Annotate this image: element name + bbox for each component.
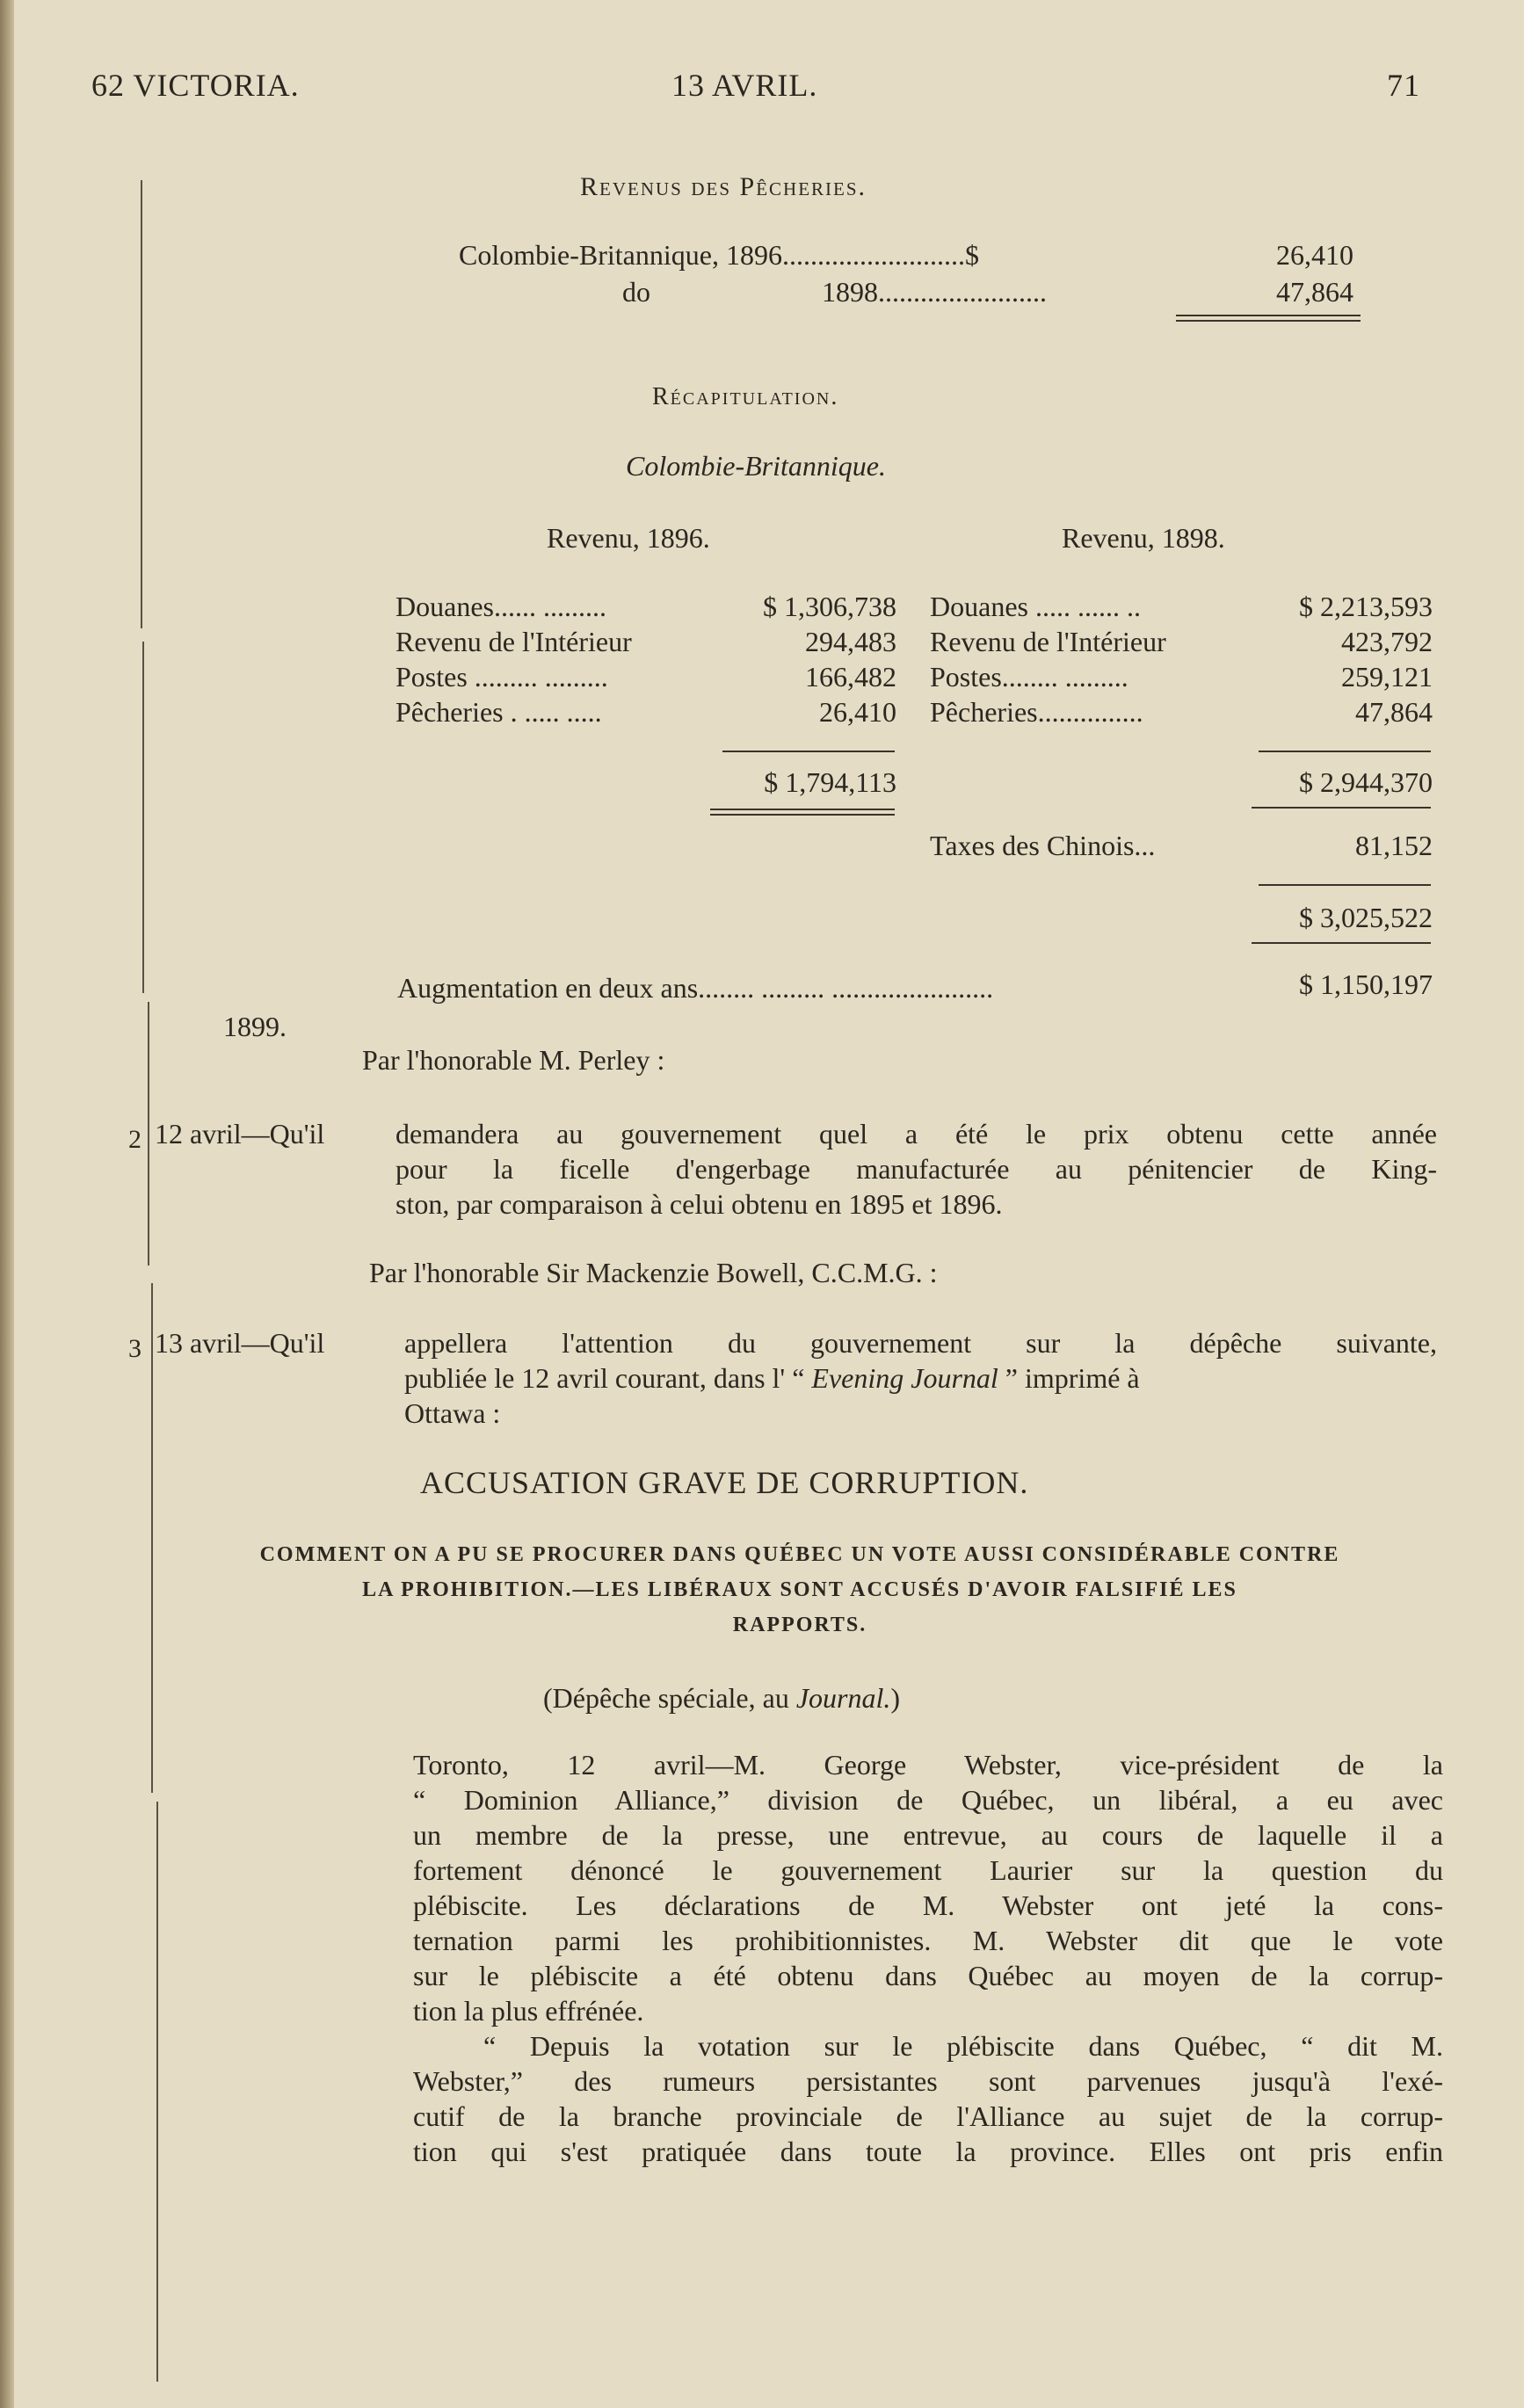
leader-dots: ........ ......... <box>1001 661 1128 693</box>
left-row-douanes <box>396 589 606 624</box>
right-row-postes <box>930 659 1128 694</box>
left-row-interieur-value: 294,483 <box>805 626 896 657</box>
perley-intro: Par l'honorable M. Perley : <box>362 1044 665 1076</box>
grand-total: $ 3,025,522 <box>1299 902 1433 933</box>
article-paragraph-1 <box>413 1747 1443 1782</box>
chinese-tax-label: Taxes des Chinois... <box>930 830 1156 861</box>
page-number: 71 <box>1387 68 1420 103</box>
paragraph-line: “ Depuis la votation sur le plébiscite dans Québec, “ dit M. <box>483 2030 1443 2062</box>
right-total: $ 2,944,370 <box>1299 766 1433 798</box>
sum-rule <box>1252 807 1431 809</box>
left-row-postes <box>396 659 608 694</box>
dateline-text: ) <box>890 1682 901 1714</box>
right-column-heading: Revenu, 1898. <box>1062 522 1225 554</box>
sum-rule <box>1259 884 1431 886</box>
row-label: Colombie-Britannique, 1896 <box>459 239 782 271</box>
fisheries-row-1898-ditto: do <box>622 276 650 308</box>
sum-rule <box>1252 942 1431 944</box>
left-row-postes-value: 166,482 <box>805 661 896 693</box>
line-text: ” imprimé à <box>1005 1362 1140 1394</box>
leader-dots: ........................ <box>878 276 1047 308</box>
article-paragraph-2 <box>413 2028 1443 2169</box>
paragraph-line: Toronto, 12 avril—M. George Webster, vice-président de la <box>413 1749 1443 1781</box>
dateline-text: (Dépêche spéciale, au <box>543 1682 789 1714</box>
item2-line-1: demandera au gouvernement quel a été le prix obtenu cette année <box>396 1118 1437 1150</box>
running-head-date: 13 AVRIL. <box>671 68 818 103</box>
paragraph-line: fortement dénoncé le gouvernement Laurier sur la question du <box>413 1854 1443 1886</box>
margin-rule <box>142 642 144 993</box>
book-spine-edge <box>0 0 14 2408</box>
paragraph-line: cutif de la branche provinciale de l'Alliance au sujet de la corrup- <box>413 2100 1443 2132</box>
article-subhead-line-2: LA PROHIBITION.—LES LIBÉRAUX SONT ACCUSÉS D'AVOIR FALSIFIÉ LES <box>362 1578 1237 1601</box>
left-column-heading: Revenu, 1896. <box>547 522 710 554</box>
double-rule <box>1176 315 1361 322</box>
double-rule <box>710 809 895 816</box>
article-paragraph-1-cont <box>413 1782 1443 2028</box>
margin-rule <box>151 1283 153 1793</box>
paragraph-line: un membre de la presse, une entrevue, au cours de laquelle il a <box>413 1819 1443 1851</box>
left-row-pecheries-value: 26,410 <box>819 696 896 728</box>
leader-dots: . ..... ..... <box>510 696 602 728</box>
leader-dots: ...... ......... <box>493 591 606 622</box>
fisheries-row-1896 <box>459 237 979 272</box>
row-year: 1898 <box>822 276 878 308</box>
margin-rule <box>148 1002 149 1266</box>
item3-line-1: appellera l'attention du gouvernement sur la dépêche suivante, <box>404 1327 1437 1359</box>
running-head-left: 62 VICTORIA. <box>91 68 300 103</box>
article-headline: ACCUSATION GRAVE DE CORRUPTION. <box>420 1465 1029 1500</box>
row-label: Postes <box>396 661 468 693</box>
year-marker: 1899. <box>223 1011 287 1042</box>
left-row-douanes-value: $ 1,306,738 <box>763 591 896 622</box>
item-number-3: 3 <box>128 1334 142 1363</box>
margin-rule <box>141 180 142 628</box>
leader-dots: ............... <box>1037 696 1143 728</box>
recap-subtitle: Colombie-Britannique. <box>626 450 886 482</box>
right-row-interieur-value: 423,792 <box>1341 626 1433 657</box>
paragraph-line: Webster,” des rumeurs persistantes sont parvenues jusqu'à l'exé- <box>413 2065 1443 2097</box>
paragraph-line: tion la plus effrénée. <box>413 1995 644 2027</box>
right-row-postes-value: 259,121 <box>1341 661 1433 693</box>
line-text: publiée le 12 avril courant, dans l' “ <box>404 1362 805 1394</box>
item2-line-3: ston, par comparaison à celui obtenu en 1895 et 1896. <box>396 1188 1003 1220</box>
article-subhead-line-3: RAPPORTS. <box>732 1614 867 1636</box>
recap-title: Récapitulation. <box>652 383 839 410</box>
leader-dots: .......................... <box>781 239 965 271</box>
leader-dots: ..... ...... .. <box>1034 591 1141 622</box>
right-row-interieur: Revenu de l'Intérieur <box>930 626 1166 657</box>
paragraph-line: tion qui s'est pratiquée dans toute la province. Elles ont pris enfin <box>413 2136 1443 2167</box>
article-subhead-line-1: COMMENT ON A PU SE PROCURER DANS QUÉBEC UN VOTE AUSSI CONSIDÉRABLE CONTRE <box>259 1543 1340 1566</box>
item3-line-2 <box>404 1360 1437 1396</box>
row-label: Douanes <box>930 591 1028 622</box>
increase-value: $ 1,150,197 <box>1299 968 1433 1000</box>
sum-rule <box>1259 751 1431 752</box>
sum-rule <box>722 751 895 752</box>
article-dateline <box>543 1680 900 1715</box>
right-row-douanes-value: $ 2,213,593 <box>1299 591 1433 622</box>
currency-sign: $ <box>964 239 979 271</box>
leader-dots: ......... ......... <box>474 661 608 693</box>
right-row-douanes <box>930 589 1141 624</box>
row-label: Pêcheries <box>930 696 1038 728</box>
paragraph-line: ternation parmi les prohibitionnistes. M. Webster dit que le vote <box>413 1925 1443 1956</box>
row-label: Postes <box>930 661 1002 693</box>
chinese-tax-value: 81,152 <box>1355 830 1433 861</box>
fisheries-value-1898: 47,864 <box>1276 276 1353 308</box>
paragraph-line: plébiscite. Les déclarations de M. Webster ont jeté la cons- <box>413 1889 1443 1921</box>
fisheries-value-1896: 26,410 <box>1276 239 1353 271</box>
item3-date: 13 avril—Qu'il <box>155 1327 325 1359</box>
newspaper-name: Evening Journal <box>811 1362 998 1394</box>
item-number-2: 2 <box>128 1125 142 1154</box>
increase-label: Augmentation en deux ans........ ......... ....................... <box>397 972 994 1004</box>
left-total: $ 1,794,113 <box>764 766 896 798</box>
margin-rule <box>156 1802 158 2382</box>
left-row-pecheries <box>396 694 602 729</box>
right-row-pecheries-value: 47,864 <box>1355 696 1433 728</box>
fisheries-row-1898 <box>822 274 1047 309</box>
bowell-intro: Par l'honorable Sir Mackenzie Bowell, C.C.M.G. : <box>369 1257 938 1288</box>
newspaper-name: Journal. <box>795 1682 891 1714</box>
paragraph-line: “ Dominion Alliance,” division de Québec, un libéral, a eu avec <box>413 1784 1443 1816</box>
fisheries-title: Revenus des Pêcheries. <box>580 172 867 201</box>
row-label: Pêcheries <box>396 696 504 728</box>
item3-line-3: Ottawa : <box>404 1397 501 1429</box>
right-row-pecheries <box>930 694 1143 729</box>
item2-date: 12 avril—Qu'il <box>155 1118 325 1150</box>
row-label: Douanes <box>396 591 494 622</box>
paragraph-line: sur le plébiscite a été obtenu dans Québec au moyen de la corrup- <box>413 1960 1443 1991</box>
left-row-interieur: Revenu de l'Intérieur <box>396 626 632 657</box>
item2-line-2: pour la ficelle d'engerbage manufacturée au pénitencier de King- <box>396 1153 1437 1185</box>
